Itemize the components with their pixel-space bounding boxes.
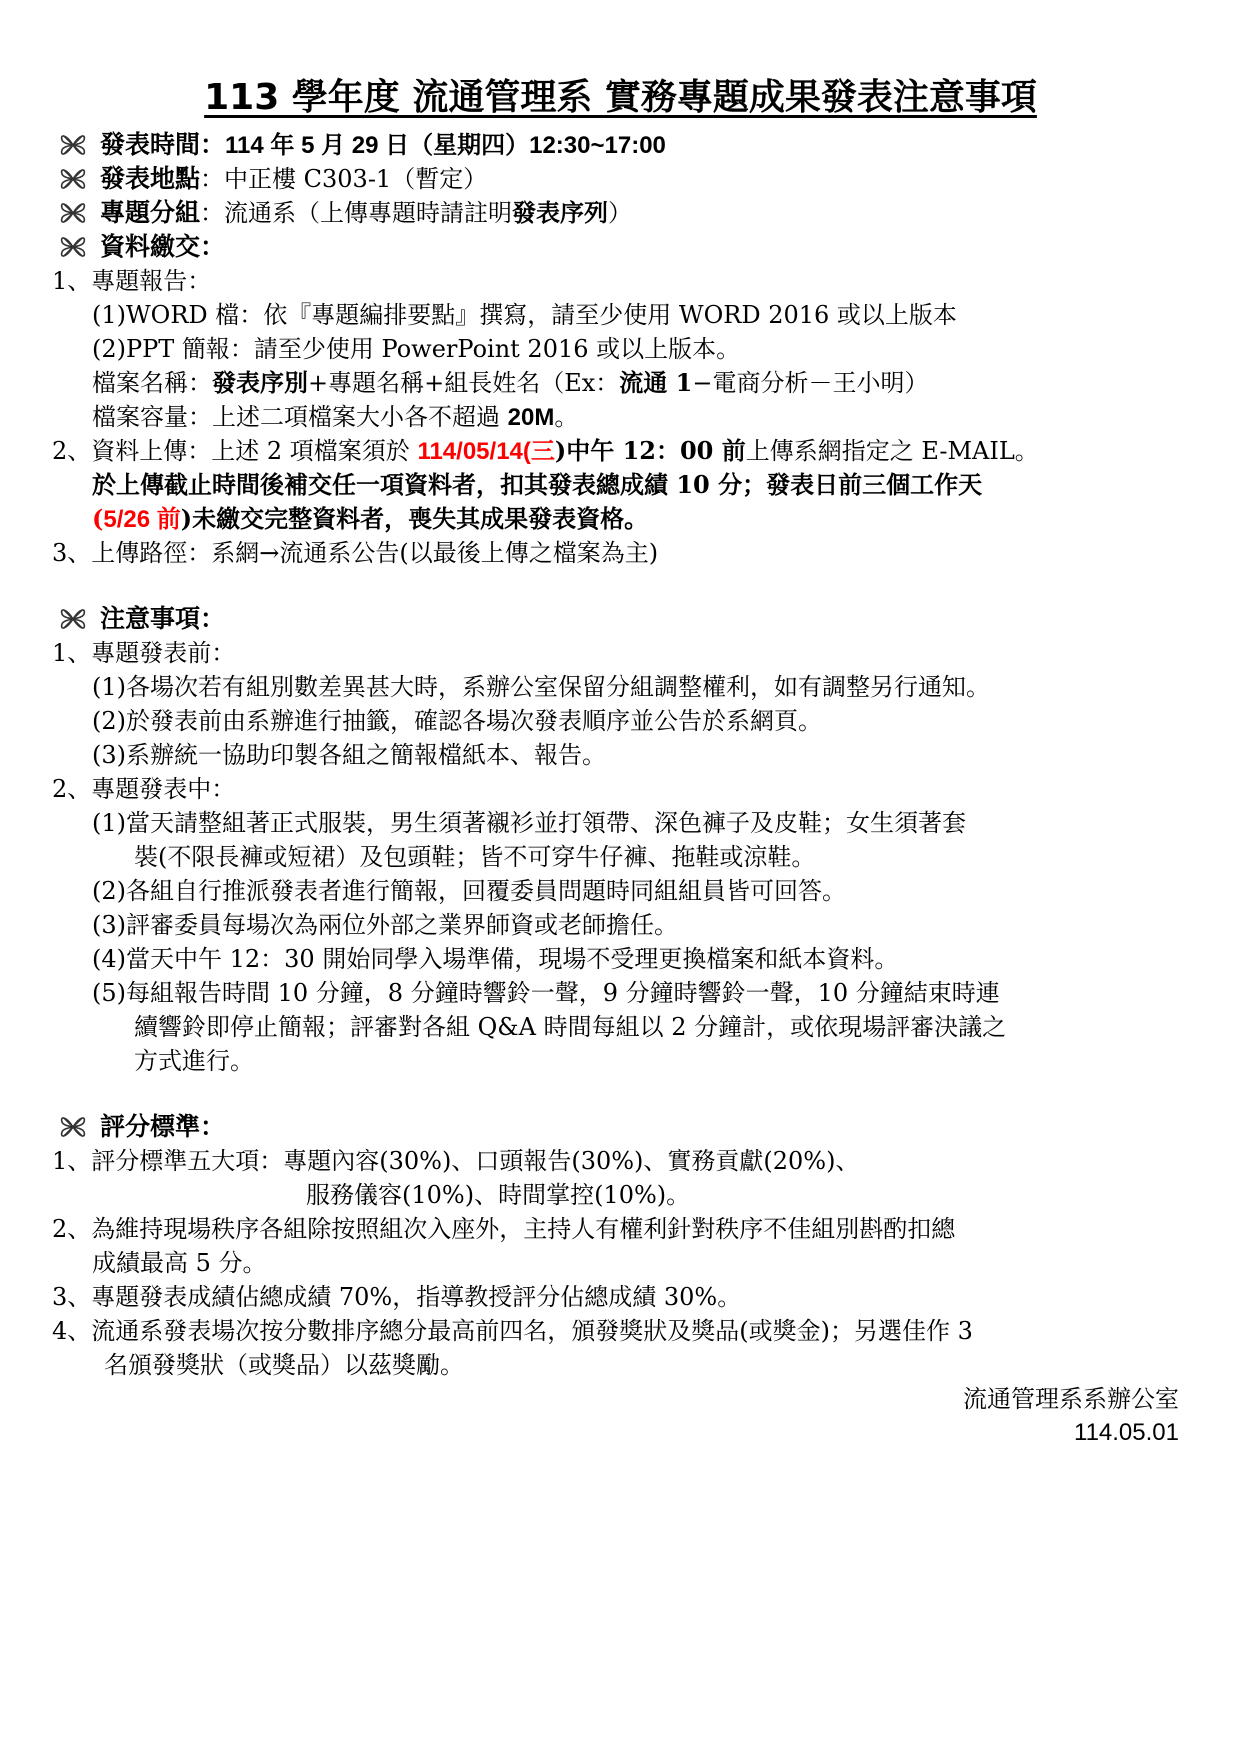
flower-bullet-icon xyxy=(58,1112,88,1142)
scoring-item-1-cont: 服務儀容(10%)、時間掌控(10%)。 xyxy=(306,1181,691,1209)
notes-heading: 注意事項： xyxy=(100,604,226,633)
flower-bullet-icon xyxy=(58,232,88,262)
scoring-item-1: 1、評分標準五大項：專題內容(30%)、口頭報告(30%)、實務貢獻(20%)、 xyxy=(52,1147,860,1175)
issue-date: 114.05.01 xyxy=(1074,1419,1179,1446)
flower-bullet-icon xyxy=(58,130,88,160)
scoring-item-2-cont: 成績最高 5 分。 xyxy=(92,1249,267,1277)
late-penalty-line-2: (5/26 前)未繳交完整資料者，喪失其成果發表資格。 xyxy=(92,504,649,533)
scoring-item-2: 2、為維持現場秩序各組除按照組次入座外，主持人有權利針對秩序不佳組別斟酌扣總 xyxy=(52,1215,956,1243)
notes-during-item-cont: 裝(不限長褲或短裙）及包頭鞋；皆不可穿牛仔褲、拖鞋或涼鞋。 xyxy=(134,843,816,871)
presentation-time: 發表時間：114 年 5 月 29 日（星期四）12:30~17:00 xyxy=(100,130,666,159)
flower-bullet-icon xyxy=(58,198,88,228)
notes-during-item: (3)評審委員每場次為兩位外部之業界師資或老師擔任。 xyxy=(92,911,678,939)
ppt-requirement: (2)PPT 簡報：請至少使用 PowerPoint 2016 或以上版本。 xyxy=(92,335,741,363)
filename-rule: 檔案名稱：發表序別+專題名稱+組長姓名（Ex：流通 1−電商分析－王小明） xyxy=(92,368,929,397)
notes-during-item: (2)各組自行推派發表者進行簡報，回覆委員問題時同組組員皆可回答。 xyxy=(92,877,846,905)
word-requirement: (1)WORD 檔：依『專題編排要點』撰寫，請至少使用 WORD 2016 或以上版本 xyxy=(92,301,957,329)
notes-during-item: (1)當天請整組著正式服裝，男生須著襯衫並打領帶、深色褲子及皮鞋；女生須著套 xyxy=(92,809,966,837)
scoring-item-4-cont: 名頒發獎狀（或獎品）以茲獎勵。 xyxy=(104,1351,464,1379)
notes-during-item-cont: 續響鈴即停止簡報；評審對各組 Q&A 時間每組以 2 分鐘計，或依現場評審決議之 xyxy=(134,1013,1007,1041)
flower-bullet-icon xyxy=(58,164,88,194)
notes-during-item: (5)每組報告時間 10 分鐘，8 分鐘時響鈴一聲，9 分鐘時響鈴一聲，10 分鐘結束時連 xyxy=(92,979,1000,1007)
notes-during-item-cont: 方式進行。 xyxy=(134,1047,254,1075)
submission-item-1: 1、專題報告： xyxy=(52,267,212,295)
notes-before-item: (1)各場次若有組別數差異甚大時，系辦公室保留分組調整權利，如有調整另行通知。 xyxy=(92,673,990,701)
submission-item-3: 3、上傳路徑：系網→流通系公告(以最後上傳之檔案為主) xyxy=(52,539,659,567)
submission-item-2: 2、資料上傳：上述 2 項檔案須於 114/05/14(三)中午 12：00 前上傳系網指定之 E-MAIL。 xyxy=(52,436,1039,465)
submission-heading: 資料繳交： xyxy=(100,232,226,261)
scoring-heading: 評分標準： xyxy=(100,1112,226,1141)
notes-before-item: (3)系辦統一協助印製各組之簡報檔紙本、報告。 xyxy=(92,741,606,769)
filesize-rule: 檔案容量：上述二項檔案大小各不超過 20M。 xyxy=(92,403,579,431)
scoring-item-4: 4、流通系發表場次按分數排序總分最高前四名，頒發獎狀及獎品(或獎金)；另選佳作 3 xyxy=(52,1317,973,1345)
notes-during-title: 2、專題發表中： xyxy=(52,775,236,803)
flower-bullet-icon xyxy=(58,604,88,634)
presentation-place: 發表地點：中正樓 C303-1（暫定） xyxy=(100,164,488,193)
notes-before-item: (2)於發表前由系辦進行抽籤，確認各場次發表順序並公告於系網頁。 xyxy=(92,707,822,735)
late-penalty-line-1: 於上傳截止時間後補交任一項資料者，扣其發表總成績 10 分；發表日前三個工作天 xyxy=(92,470,983,499)
project-grouping: 專題分組：流通系（上傳專題時請註明發表序列） xyxy=(100,198,633,227)
notes-during-item: (4)當天中午 12：30 開始同學入場準備，現場不受理更換檔案和紙本資料。 xyxy=(92,945,899,973)
scoring-item-3: 3、專題發表成績佔總成績 70%，指導教授評分佔總成績 30%。 xyxy=(52,1283,742,1311)
notes-before-title: 1、專題發表前： xyxy=(52,639,236,667)
issuing-office: 流通管理系系辦公室 xyxy=(963,1385,1179,1413)
page-title: 113 學年度 流通管理系 實務專題成果發表注意事項 xyxy=(204,77,1037,118)
